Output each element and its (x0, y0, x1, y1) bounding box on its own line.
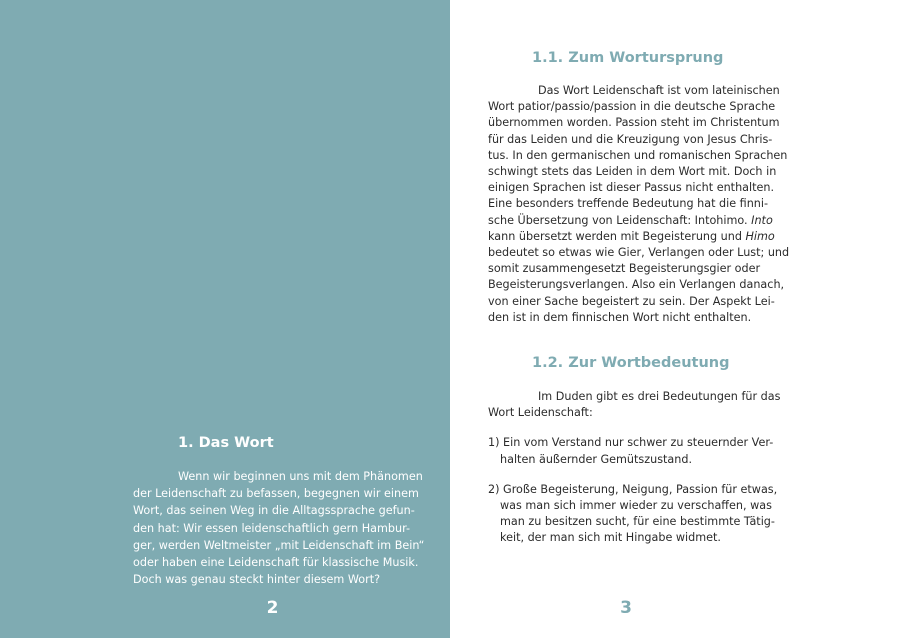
spacer (488, 421, 828, 435)
paragraph-line: oder haben eine Leidenschaft für klassische Musik. (133, 556, 419, 570)
paragraph-line: Wort patior/passio/passion in die deutsche Sprache (488, 100, 776, 114)
paragraph-line: Wort Leidenschaft: (488, 406, 593, 420)
paragraph-line: somit zusammengesetzt Begeisterungsgier oder (488, 262, 761, 276)
paragraph-line: ger, werden Weltmeister „mit Leidenschaft im Bein“ (133, 538, 425, 552)
section-heading-wortursprung: 1.1. Zum Wortursprung (532, 50, 724, 66)
paragraph-line: Begeisterungsverlangen. Also ein Verlangen danach, (488, 278, 785, 292)
list-item-line: man zu besitzen sucht, für eine bestimmte Tätig- (500, 515, 775, 529)
paragraph-line: Doch was genau steckt hinter diesem Wort? (133, 573, 381, 587)
list-item-line: was man sich immer wieder zu verschaffen, was (500, 499, 772, 513)
chapter-intro-paragraph (133, 468, 423, 588)
text-run: kann übersetzt werden mit Begeisterung und (488, 229, 742, 243)
list-item-line: keit, der man sich mit Hingabe widmet. (500, 531, 721, 545)
spacer (488, 468, 828, 482)
paragraph-line: für das Leiden und die Kreuzigung von Jesus Chris- (488, 132, 773, 146)
page-number-left: 2 (266, 598, 279, 618)
paragraph-line: tus. In den germanischen und romanischen Sprachen (488, 148, 788, 162)
italic-term-himo: Himo (745, 229, 775, 243)
paragraph-line: schwingt stets das Leiden in dem Wort mit. Doch in (488, 165, 777, 179)
paragraph-line (488, 213, 828, 229)
paragraph-line: der Leidenschaft zu befassen, begegnen wir einem (133, 487, 419, 501)
paragraph-line: den ist in dem finnischen Wort nicht enthalten. (488, 310, 752, 324)
paragraph-line: einigen Sprachen ist dieser Passus nicht enthalten. (488, 181, 775, 195)
paragraph-line: den hat: Wir essen leidenschaftlich gern Hambur- (133, 521, 410, 535)
section-paragraph-wortbedeutung (488, 389, 828, 547)
section-paragraph-wortursprung (488, 83, 828, 326)
italic-term-into: Into (751, 213, 773, 227)
paragraph-line: Das Wort Leidenschaft ist vom lateinischen (538, 84, 780, 97)
paragraph-line: übernommen worden. Passion steht im Christentum (488, 116, 780, 130)
paragraph-line: Im Duden gibt es drei Bedeutungen für das (538, 390, 781, 403)
paragraph-line: bedeutet so etwas wie Gier, Verlangen oder Lust; und (488, 246, 790, 260)
list-item-line: halten äußernder Gemütszustand. (500, 452, 693, 466)
section-heading-wortbedeutung: 1.2. Zur Wortbedeutung (532, 355, 730, 371)
chapter-heading: 1. Das Wort (178, 435, 274, 451)
paragraph-line: von einer Sache begeistert zu sein. Der Aspekt Lei- (488, 294, 775, 308)
list-item-line: 1) Ein vom Verstand nur schwer zu steuernder Ver- (488, 436, 774, 450)
paragraph-line (488, 229, 828, 245)
text-run: sche Übersetzung von Leidenschaft: Intohimo. (488, 213, 748, 227)
paragraph-line: Eine besonders treffende Bedeutung hat die finni- (488, 197, 769, 211)
paragraph-line: Wort, das seinen Weg in die Alltagssprache gefun- (133, 504, 415, 518)
paragraph-line: Wenn wir beginnen uns mit dem Phänomen (178, 470, 423, 483)
list-item-line: 2) Große Begeisterung, Neigung, Passion für etwas, (488, 482, 778, 496)
page-number-right: 3 (620, 598, 632, 618)
right-page (450, 0, 900, 638)
